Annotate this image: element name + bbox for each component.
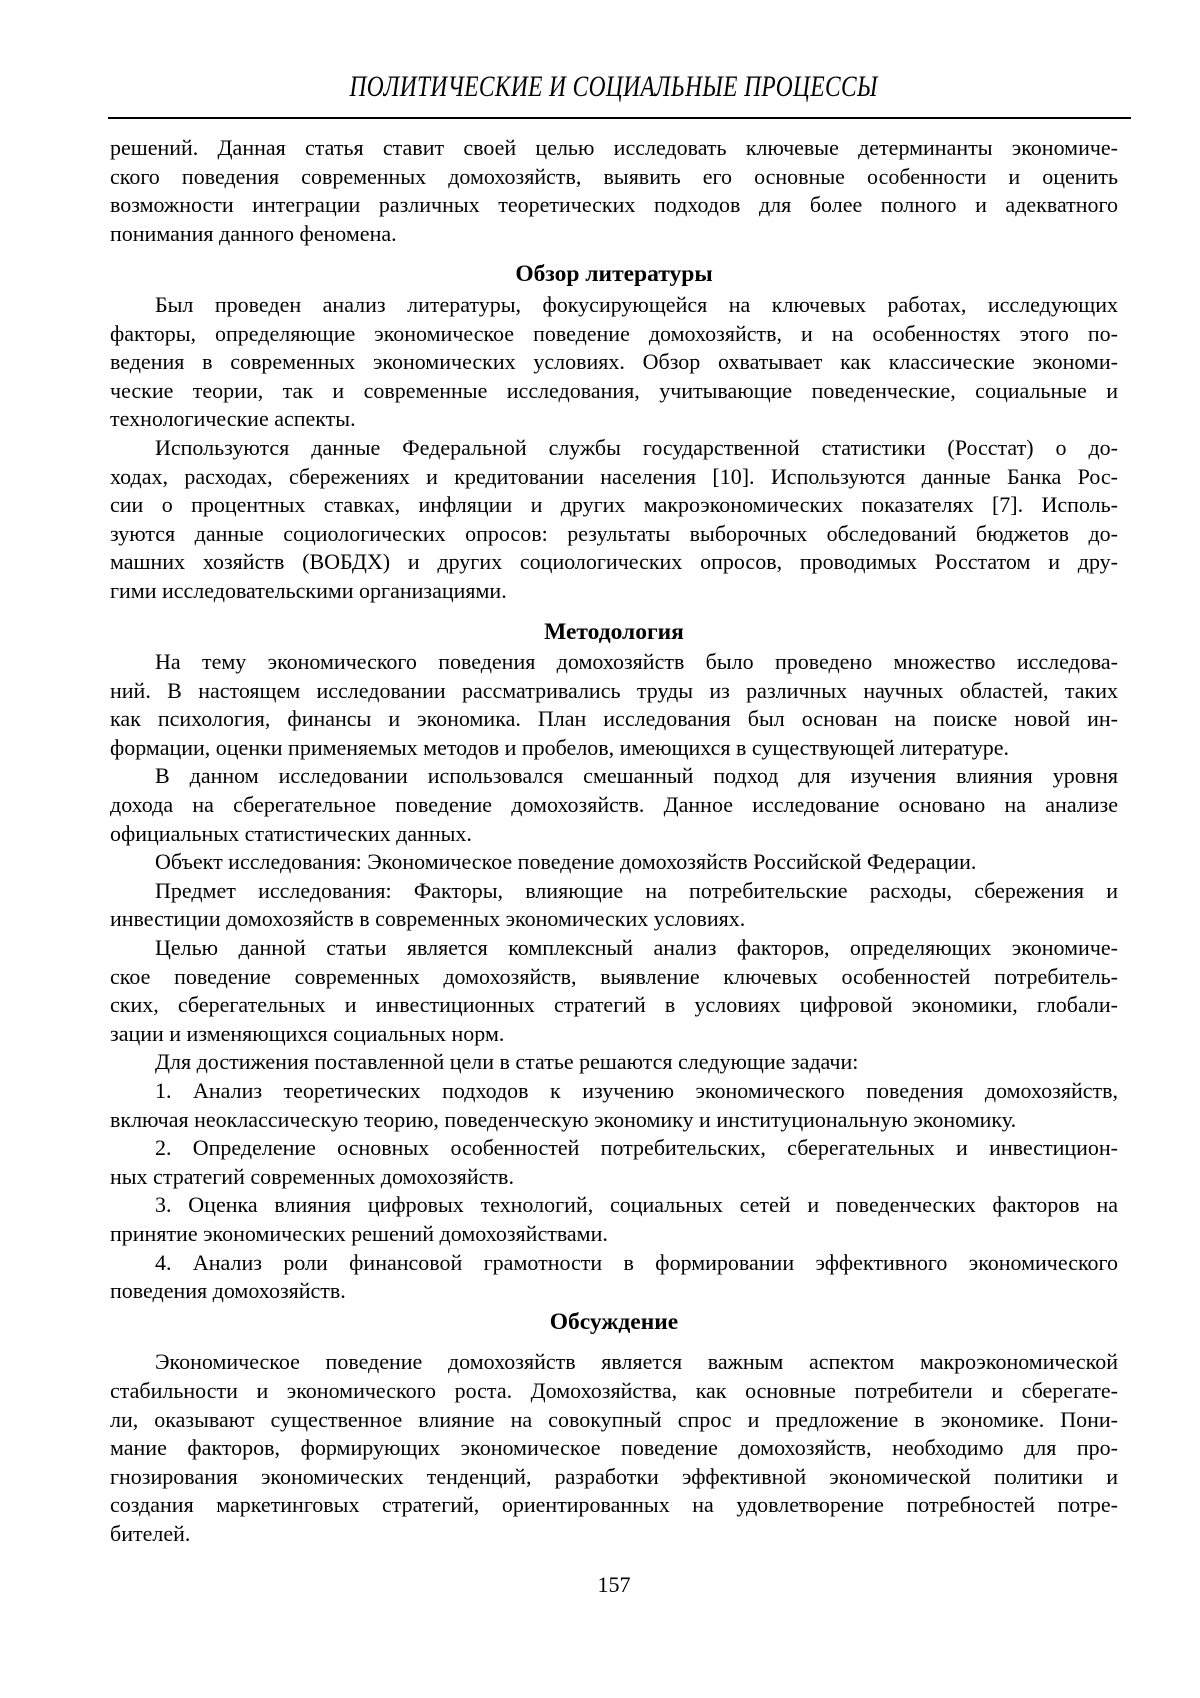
section-heading: Обзор литературы: [515, 261, 713, 288]
text-line: машних хозяйств (ВОБДХ) и других социологических опросов, проводимых Росстатом и дру-: [110, 549, 1118, 575]
text-line: ское поведение современных домохозяйств, выявление ключевых особенностей потребитель-: [110, 963, 1118, 989]
paragraph: [110, 291, 1118, 434]
paragraph: [110, 1348, 1118, 1548]
text-line: Объект исследования: Экономическое поведение домохозяйств Российской Федерации.: [155, 849, 977, 875]
text-line: официальных статистических данных.: [110, 820, 472, 846]
text-line: ных стратегий современных домохозяйств.: [110, 1163, 514, 1189]
text-line: 3. Оценка влияния цифровых технологий, социальных сетей и поведенческих факторов на: [155, 1192, 1118, 1218]
text-line: дохода на сберегательное поведение домохозяйств. Данное исследование основано на анализе: [110, 792, 1118, 818]
text-line: Экономическое поведение домохозяйств является важным аспектом макроэкономической: [155, 1349, 1118, 1375]
text-line: ведения в современных экономических условиях. Обзор охватывает как классические экономи-: [110, 349, 1118, 375]
text-line: поведения домохозяйств.: [110, 1278, 346, 1304]
paragraph: [110, 762, 1118, 848]
text-line: ний. В настоящем исследовании рассматривались труды из различных научных областей, таких: [110, 677, 1118, 703]
text-line: ских, сберегательных и инвестиционных стратегий в условиях цифровой экономики, глобали-: [110, 992, 1118, 1018]
paragraph: [110, 434, 1118, 606]
text-line: 2. Определение основных особенностей потребительских, сберегательных и инвестицион-: [155, 1135, 1118, 1161]
text-line: 4. Анализ роли финансовой грамотности в формировании эффективного экономического: [155, 1249, 1118, 1275]
text-line: 1. Анализ теоретических подходов к изучению экономического поведения домохозяйств,: [155, 1078, 1118, 1103]
text-line: как психология, финансы и экономика. План исследования был основан на поиске новой ин-: [110, 706, 1118, 732]
text-line: мание факторов, формирующих экономическое поведение домохозяйств, необходимо для про-: [110, 1435, 1118, 1461]
paragraph: [110, 934, 1118, 1048]
page-number: 157: [597, 1572, 631, 1597]
header-rule: [108, 117, 1131, 119]
text-line: принятие экономических решений домохозяйствами.: [110, 1220, 608, 1246]
running-header-title: ПОЛИТИЧЕСКИЕ И СОЦИАЛЬНЫЕ ПРОЦЕССЫ: [349, 70, 879, 103]
section-heading: Методология: [544, 618, 684, 645]
text-line: На тему экономического поведения домохозяйств было проведено множество исследова-: [155, 649, 1118, 675]
text-line: зации и изменяющихся социальных норм.: [110, 1020, 505, 1046]
text-line: Целью данной статьи является комплексный анализ факторов, определяющих экономиче-: [155, 935, 1118, 961]
text-line: сии о процентных ставках, инфляции и других макроэкономических показателях [7]. Исполь-: [110, 492, 1118, 518]
text-line: Используются данные Федеральной службы государственной статистики (Росстат) о до-: [155, 434, 1118, 460]
text-line: Для достижения поставленной цели в статье решаются следующие задачи:: [155, 1049, 859, 1075]
running-header: [110, 72, 1118, 102]
section-heading: Обсуждение: [549, 1308, 679, 1335]
text-line: ходах, расходах, сбережениях и кредитовании населения [10]. Используются данные Банка Рос-: [110, 463, 1118, 489]
text-line: ческие теории, так и современные исследования, учитывающие поведенческие, социальные и: [110, 377, 1118, 403]
article-body: [110, 134, 1118, 1549]
text-line: факторы, определяющие экономическое поведение домохозяйств, и на особенностях этого по-: [110, 320, 1118, 346]
text-line: Был проведен анализ литературы, фокусирующейся на ключевых работах, исследующих: [155, 291, 1118, 317]
text-line: Предмет исследования: Факторы, влияющие на потребительские расходы, сбережения и: [155, 877, 1118, 903]
text-line: включая неоклассическую теорию, поведенческую экономику и институциональную экономику.: [110, 1106, 1017, 1132]
text-line: ского поведения современных домохозяйств, выявить его основные особенности и оценить: [110, 163, 1118, 189]
paragraph: [110, 1249, 1118, 1306]
paragraph: [110, 1134, 1118, 1191]
paragraph: [110, 1048, 1118, 1077]
paragraph: [110, 877, 1118, 934]
paragraph: [110, 648, 1118, 762]
text-line: возможности интеграции различных теоретических подходов для более полного и адекватного: [110, 192, 1118, 218]
text-line: технологические аспекты.: [110, 406, 356, 432]
text-line: решений. Данная статья ставит своей целью исследовать ключевые детерминанты экономиче-: [110, 135, 1118, 160]
text-line: В данном исследовании использовался смешанный подход для изучения влияния уровня: [155, 763, 1118, 789]
paragraph: [110, 134, 1118, 248]
text-line: бителей.: [110, 1520, 191, 1546]
text-line: инвестиции домохозяйств в современных экономических условиях.: [110, 906, 746, 932]
text-line: ли, оказывают существенное влияние на совокупный спрос и предложение в экономике. Пони-: [110, 1406, 1118, 1432]
text-line: гнозирования экономических тенденций, разработки эффективной экономической политики и: [110, 1463, 1118, 1489]
text-line: понимания данного феномена.: [110, 220, 397, 246]
text-line: гими исследовательскими организациями.: [110, 577, 507, 603]
paragraph: [110, 1191, 1118, 1248]
text-line: формации, оценки применяемых методов и пробелов, имеющихся в существующей литературе.: [110, 734, 1010, 760]
paragraph: [110, 1077, 1118, 1134]
text-line: зуются данные социологических опросов: результаты выборочных обследований бюджетов до-: [110, 520, 1118, 546]
text-line: создания маркетинговых стратегий, ориентированных на удовлетворение потребностей потре-: [110, 1492, 1118, 1518]
text-line: стабильности и экономического роста. Домохозяйства, как основные потребители и сберегате-: [110, 1377, 1118, 1403]
paragraph: [110, 848, 1118, 877]
